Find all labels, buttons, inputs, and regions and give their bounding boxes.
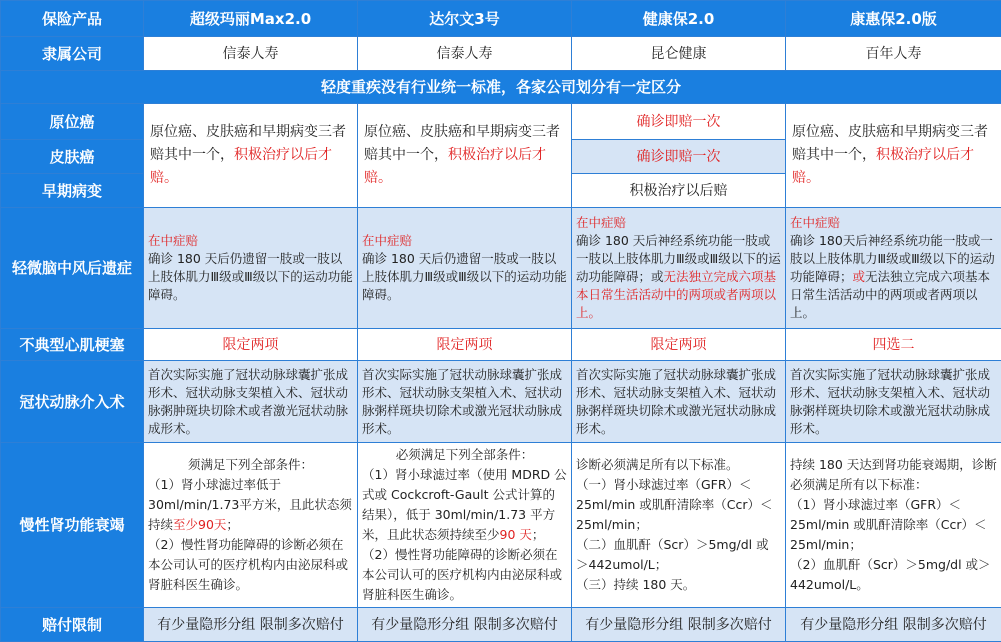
jk-skin-value: 确诊即赔一次 (572, 140, 786, 174)
header-label: 保险产品 (1, 1, 144, 37)
kidney-text: （1）肾小球滤过率低于30ml/min/1.73平方米，且此状态须持续 (148, 477, 352, 532)
kidney-cell (572, 443, 786, 608)
notice-row (1, 71, 1001, 104)
notice-band: 轻度重疾没有行业统一标准，各家公司划分有一定区分 (1, 71, 1001, 104)
kidney-item (148, 475, 353, 535)
stroke-cell (144, 208, 358, 329)
stroke-red-title: 在中症赔 (148, 232, 353, 250)
company-row (1, 37, 1001, 71)
stroke-red-title: 在中症赔 (790, 214, 997, 232)
kidney-row (1, 443, 1001, 608)
cancer-cell (144, 104, 358, 208)
kidney-cell (358, 443, 572, 608)
cancer-red-text: 积极治疗以后才赔。 (792, 147, 974, 186)
stroke-row (1, 208, 1001, 329)
limit-value: 有少量隐形分组 限制多次赔付 (144, 608, 358, 642)
kidney-item: （三）持续 180 天。 (576, 575, 781, 595)
mi-row (1, 329, 1001, 361)
cancer-text: 原位癌、皮肤癌和早期病变三者赔其中一个， (792, 124, 988, 163)
cancer-text: 原位癌、皮肤癌和早期病变三者赔其中一个， (364, 124, 560, 163)
stroke-cell (572, 208, 786, 329)
row-label: 赔付限制 (1, 608, 144, 642)
stroke-red-title: 在中症赔 (362, 232, 567, 250)
coronary-value: 首次实际实施了冠状动脉球囊扩张成形术、冠状动脉支架植入术、冠状动脉粥样斑块切除术或激光冠状动脉成形术。 (786, 361, 1001, 443)
cancer-row-1 (1, 104, 1001, 140)
stroke-red-title: 在中症赔 (576, 214, 781, 232)
kidney-item: （2）慢性肾功能障碍的诊断必须在本公司认可的医疗机构内由泌尿科或肾脏科医生确诊。 (362, 545, 567, 605)
header-row (1, 1, 1001, 37)
stroke-text: 确诊 180 天后仍遗留一肢或一肢以上肢体肌力Ⅲ级或Ⅲ级以下的运动功能障碍。 (362, 250, 567, 304)
stroke-text: 确诊 180 天后仍遗留一肢或一肢以上肢体肌力Ⅲ级或Ⅲ级以下的运动功能障碍。 (148, 250, 353, 304)
kidney-intro: 持续 180 天达到肾功能衰竭期，诊断必须满足所有以下标准： (790, 455, 997, 495)
kidney-item: （一）肾小球滤过率（GFR）＜25ml/min 或肌酐清除率（Ccr）＜25ml/min； (576, 475, 781, 535)
kidney-text: ； (532, 527, 545, 542)
company-value: 百年人寿 (786, 37, 1001, 71)
kidney-item: （2）血肌酐（Scr）＞5mg/dl 或＞442umol/L。 (790, 555, 997, 595)
limit-value: 有少量隐形分组 限制多次赔付 (358, 608, 572, 642)
jk-early-value: 积极治疗以后赔 (572, 174, 786, 208)
coronary-value: 首次实际实施了冠状动脉球囊扩张成形术、冠状动脉支架植入术、冠状动脉粥肿斑块切除术或者激光冠状动脉成形术。 (144, 361, 358, 443)
company-value: 信泰人寿 (144, 37, 358, 71)
jk-in-situ-value: 确诊即赔一次 (572, 104, 786, 140)
kidney-item: （二）血肌酐（Scr）＞5mg/dl 或＞442umol/L； (576, 535, 781, 575)
mi-value: 四选二 (786, 329, 1001, 361)
row-label: 慢性肾功能衰竭 (1, 443, 144, 608)
stroke-cell (786, 208, 1001, 329)
row-label: 隶属公司 (1, 37, 144, 71)
row-label: 轻微脑中风后遗症 (1, 208, 144, 329)
kidney-text: （1）肾小球滤过率（使用 MDRD 公式或 Cockcroft-Gault 公式计算的结果），低于 30ml/min/1.73 平方米，且此状态须持续至少 (362, 467, 567, 542)
limit-row (1, 608, 1001, 642)
mi-value: 限定两项 (358, 329, 572, 361)
cancer-cell (786, 104, 1001, 208)
mi-value: 限定两项 (144, 329, 358, 361)
kidney-text: ； (226, 517, 239, 532)
stroke-text: 无法独立完成六项基本日常生活活动中的两项或者两项以上。 (790, 269, 990, 320)
kidney-cell (144, 443, 358, 608)
kidney-intro: 必须满足下列全部条件： (362, 445, 567, 465)
kidney-red-text: 90 天 (500, 527, 532, 542)
kidney-intro: 诊断必须满足所有以下标准。 (576, 455, 781, 475)
stroke-red-text: 无法独立完成六项基本日常生活活动中的两项或者两项以上。 (576, 269, 776, 320)
coronary-value: 首次实际实施了冠状动脉球囊扩张成形术、冠状动脉支架植入术、冠状动脉粥样斑块切除术或激光冠状动脉成形术。 (358, 361, 572, 443)
product-name: 达尔文3号 (358, 1, 572, 37)
product-name: 康惠保2.0版 (786, 1, 1001, 37)
cancer-red-text: 积极治疗以后才赔。 (364, 147, 546, 186)
stroke-text: 确诊 180 天后神经系统功能一肢或一肢以上肢体肌力Ⅲ级或Ⅲ级以下的运动功能障碍；或 (576, 233, 781, 284)
product-name: 健康保2.0 (572, 1, 786, 37)
company-value: 信泰人寿 (358, 37, 572, 71)
coronary-row (1, 361, 1001, 443)
coronary-value: 首次实际实施了冠状动脉球囊扩张成形术、冠状动脉支架植入术、冠状动脉粥样斑块切除术或激光冠状动脉成形术。 (572, 361, 786, 443)
stroke-text: 确诊 180天后神经系统功能一肢或一肢以上肢体肌力Ⅲ级或Ⅲ级以下的运动功能障碍； (790, 233, 995, 284)
row-label: 早期病变 (1, 174, 144, 208)
row-label: 冠状动脉介入术 (1, 361, 144, 443)
row-label: 不典型心肌梗塞 (1, 329, 144, 361)
kidney-item: （1）肾小球滤过率（GFR）＜25ml/min 或肌酐清除率（Ccr）＜25ml/min； (790, 495, 997, 555)
kidney-cell (786, 443, 1001, 608)
stroke-red-text: 或 (853, 269, 866, 284)
kidney-item: （2）慢性肾功能障碍的诊断必须在本公司认可的医疗机构内由泌尿科或肾脏科医生确诊。 (148, 535, 353, 595)
stroke-cell (358, 208, 572, 329)
limit-value: 有少量隐形分组 限制多次赔付 (786, 608, 1001, 642)
cancer-text: 原位癌、皮肤癌和早期病变三者赔其中一个， (150, 124, 346, 163)
company-value: 昆仑健康 (572, 37, 786, 71)
mi-value: 限定两项 (572, 329, 786, 361)
kidney-intro: 须满足下列全部条件： (148, 455, 353, 475)
row-label: 皮肤癌 (1, 140, 144, 174)
cancer-red-text: 积极治疗以后才赔。 (150, 147, 332, 186)
product-name: 超级玛丽Max2.0 (144, 1, 358, 37)
row-label: 原位癌 (1, 104, 144, 140)
kidney-red-text: 至少90天 (173, 517, 226, 532)
kidney-item (362, 465, 567, 545)
cancer-cell (358, 104, 572, 208)
limit-value: 有少量隐形分组 限制多次赔付 (572, 608, 786, 642)
